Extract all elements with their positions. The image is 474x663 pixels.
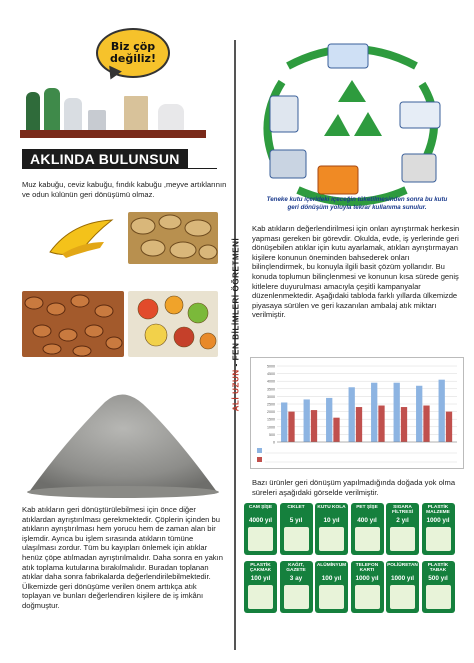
decompose-card [422, 561, 455, 613]
item-image [426, 585, 451, 609]
y-tick-label: 1000 [267, 425, 275, 430]
y-tick-label: 3500 [267, 387, 275, 392]
chart-svg [251, 358, 463, 468]
item-image [426, 527, 451, 551]
y-tick-label: 1500 [267, 417, 275, 422]
item-image [355, 527, 380, 551]
y-tick-label: 2500 [267, 402, 275, 407]
card-label: PLASTİK ÇAKMAK [249, 563, 272, 574]
bar-series-2 [311, 410, 317, 442]
decompose-card [315, 503, 348, 555]
title-underline [22, 168, 217, 169]
item-image [390, 585, 415, 609]
card-label: CIKLET [287, 505, 305, 510]
card-label: PLASTİK MALZEME [426, 505, 450, 516]
right-paragraph-2: Bazı ürünler geri dönüşüm yapılmadığında doğada yok olma süreleri aşağıdaki görselde verilmiştir. [252, 478, 456, 497]
author-role: FEN BİLİMLERİ ÖĞRETMENİ [231, 237, 241, 361]
card-years: 3 ay [289, 575, 303, 582]
can-icon [270, 96, 298, 132]
bar-series-1 [326, 398, 332, 442]
bar-series-2 [446, 412, 452, 442]
intro-text: Muz kabuğu, ceviz kabuğu, fındık kabuğu ,meyve artıklarının ve odun külünün geri dönüşümü olmaz. [22, 180, 227, 199]
decompose-card [315, 561, 348, 613]
item-image [390, 527, 415, 551]
speech-line-1: Biz çöp [110, 40, 156, 53]
shelf [20, 130, 206, 138]
card-label: ALÜMİNYUM [316, 563, 347, 568]
item-image [319, 527, 344, 551]
metal-sheet-icon [270, 150, 306, 178]
vertical-author-label: ALİ UZUN - FEN BİLİMLERİ ÖĞRETMENİ [231, 237, 241, 412]
bar-series-2 [378, 406, 384, 442]
shop-icon [328, 44, 368, 68]
card-years: 2 yıl [396, 517, 409, 524]
legend-swatch-2 [257, 457, 262, 462]
decompose-card [351, 561, 384, 613]
decompose-card [280, 561, 313, 613]
card-label: TELEFON KARTI [355, 563, 379, 574]
decomposition-time-grid [244, 503, 456, 615]
card-years: 400 yıl [357, 517, 377, 524]
wood-ash-photo [25, 372, 221, 500]
recycle-icon [324, 80, 382, 136]
recycling-cycle-diagram [258, 38, 446, 208]
decompose-card [244, 503, 277, 555]
walnut-shells-photo [128, 212, 218, 264]
item-image [248, 527, 273, 551]
card-years: 10 yıl [323, 517, 340, 524]
y-tick-label: 5000 [267, 364, 275, 369]
card-years: 4000 yıl [248, 517, 273, 524]
card-years: 1000 yıl [426, 517, 450, 524]
bar-series-2 [401, 407, 407, 442]
card-years: 1000 yıl [390, 575, 415, 582]
furnace-icon [318, 166, 358, 194]
fruit-scraps-photo [128, 291, 218, 357]
card-years: 500 yıl [428, 575, 448, 582]
right-paragraph: Kab atıkların değerlendirilmesi için onları ayrıştırmak herkesin yapması gereken bir görevdir. Okulda, evde, iş yerlerinde geri dönüşebilen atıklar için kutu ayarlamak, atıkları ayrıştırmayan kişilere konunun öneminden bahsederek onları bilinçlendirmek, bu konuyla ilgili basit çözüm yollarıdır. Bu konuda toplumun bilinçlenmesi ve konunun kısa sürede geniş kitlelere duyurulması amacıyla çeşitli kampanyalar düzenlenmektedir. Aşağıdaki tabloda farklı yıllarda ülkemizde piyasaya sürülen ve geri kazanılan ambalaj atık miktarı verilmiştir. [252, 224, 460, 320]
bar-series-1 [304, 399, 310, 442]
y-tick-label: 0 [273, 440, 275, 445]
section-title: AKLINDA BULUNSUN [22, 149, 188, 169]
author-name: ALİ UZUN [231, 369, 241, 412]
bar-series-2 [288, 412, 294, 442]
bar-series-1 [371, 383, 377, 442]
item-image [355, 585, 380, 609]
green-bottle-icon [44, 88, 60, 136]
cycle-caption: Teneke kutu içerideki içeceğin tüketilmesinden sonra bu kutu geri dönüşüm yoluyla tekrar kullanıma sunulur. [266, 196, 448, 211]
item-image [284, 527, 309, 551]
y-tick-label: 500 [269, 432, 275, 437]
decompose-card [422, 503, 455, 555]
waste-items-illustration [20, 80, 206, 136]
card-label: KUTU KOLA [317, 505, 346, 510]
banana-peel-photo [42, 212, 124, 264]
bar-series-1 [416, 386, 422, 442]
card-years: 1000 yıl [355, 575, 379, 582]
bar-series-1 [349, 387, 355, 442]
legend-swatch-1 [257, 448, 262, 453]
bar-series-1 [439, 380, 445, 442]
decompose-card [386, 503, 419, 555]
decompose-card [244, 561, 277, 613]
item-image [319, 585, 344, 609]
left-paragraph: Kab atıkların geri dönüştürülebilmesi için önce diğer atıklardan ayrıştırılması gerekmektedir. Çöplerin içinden bu atıkların ayrıştırılması hem yorucu hem de zaman alan bir işlemdir. Ayrıca bu işlem sırasında atıkların tümüne ulaşılması zordur. Tüm bu kayıpları önlemek için atıklar henüz çöpe atılmadan ayrıştırılmalıdır. Daha sonra en yakın atık toplama kutularına bırakılmalıdır. Buradan toplanan atıklar daha sonra fabrikalarda değerlendirilebilmektedir. Ülkemizde geri dönüşüme verilen önem arttıkça atık toplayan ve bunları değerlendiren kişilere de iş imkânı doğmuştur. [22, 505, 223, 610]
card-label: SIGARA FİLTRESİ [392, 505, 413, 516]
card-label: CAM ŞİŞE [248, 505, 273, 510]
decompose-card [351, 503, 384, 555]
y-tick-label: 3000 [267, 394, 275, 399]
card-label: POLİÜRETAN [387, 563, 418, 568]
truck-icon [400, 102, 440, 128]
decompose-card [386, 561, 419, 613]
y-tick-label: 4000 [267, 379, 275, 384]
card-years: 5 yıl [289, 517, 303, 524]
packaging-waste-chart [250, 357, 464, 469]
bar-series-2 [356, 407, 362, 442]
hazelnut-shells-photo [22, 291, 124, 357]
card-label: KAĞIT, GAZETE [286, 563, 306, 574]
card-years: 100 yıl [250, 575, 271, 582]
bar-series-1 [394, 383, 400, 442]
card-years: 100 yıl [321, 575, 342, 582]
card-label: PET ŞİŞE [356, 505, 378, 510]
decompose-card [280, 503, 313, 555]
bar-series-2 [333, 418, 339, 442]
bar-series-1 [281, 402, 287, 442]
bar-series-2 [423, 406, 429, 442]
card-label: PLASTİK TABAK [427, 563, 449, 574]
item-image [284, 585, 309, 609]
item-image [248, 585, 273, 609]
crushed-cans-icon [402, 154, 436, 182]
y-tick-label: 4500 [267, 372, 275, 377]
speech-line-2: değiliz! [110, 52, 156, 65]
y-tick-label: 2000 [267, 410, 275, 415]
